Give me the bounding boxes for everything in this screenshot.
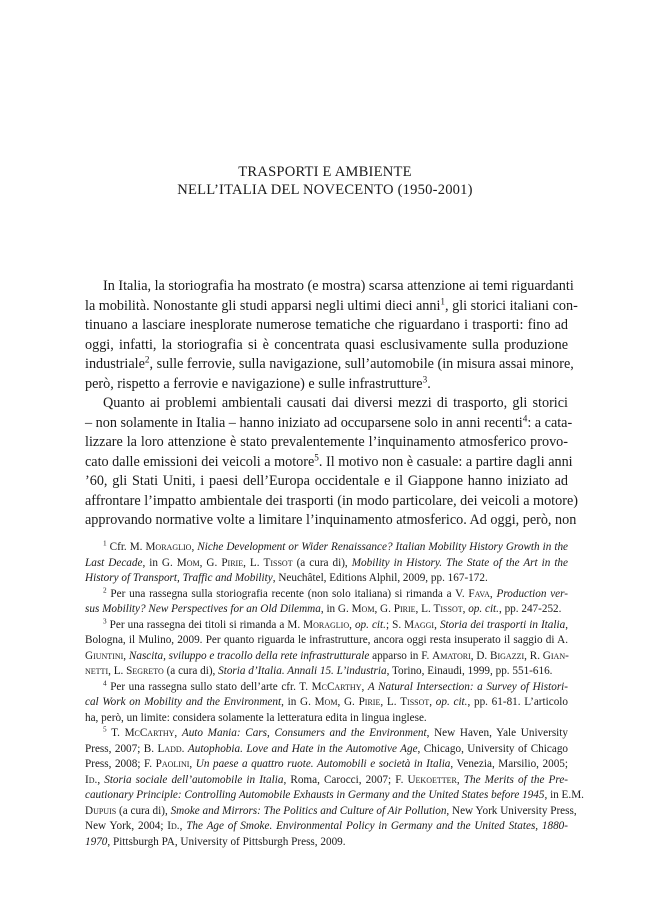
text-run: Id. <box>85 773 98 786</box>
text-run: . <box>181 742 188 755</box>
text-run: , L. <box>243 556 264 569</box>
text-line <box>85 412 573 434</box>
text-run: Niche Development or Wider Renaissance? Italian Mobility History Growth in the <box>197 541 569 553</box>
footnote-2 <box>85 587 568 618</box>
footnote-ref[interactable]: 3 <box>422 373 428 384</box>
text-run: , R. <box>524 649 543 662</box>
text-run: Press, 2007; B. <box>85 742 158 755</box>
text-run: Tissot <box>433 603 463 615</box>
text-run: – non solamente in Italia – hanno iniziato ad occuparsene solo in anni recenti <box>85 414 523 431</box>
text-run: 1970 <box>85 835 108 848</box>
footnote-line <box>85 711 568 727</box>
text-run: apparso in F. <box>369 649 433 662</box>
text-run: op. cit. <box>435 696 468 708</box>
text-run: , in G. <box>320 603 352 615</box>
text-run: , L. <box>380 696 401 708</box>
text-run: Amatori <box>432 649 471 662</box>
text-run: , <box>179 820 187 832</box>
text-line <box>85 354 574 375</box>
text-run: , Roma, Carocci, 2007; F. <box>283 773 408 786</box>
text-run: , <box>462 603 469 615</box>
text-run: Production ver- <box>496 587 568 600</box>
text-run: , Chicago, University of Chicago <box>417 742 569 755</box>
text-run: op. cit. <box>354 618 386 631</box>
text-run: , sulle ferrovie, sulla navigazione, sull’automobile (in misura assai minore, <box>149 356 574 372</box>
text-run: Mom <box>176 556 200 569</box>
text-run: T. <box>106 727 125 739</box>
text-run: Bologna, il Mulino, 2009. Per quanto riguarda le infrastrutture, ancora oggi resta insuperato il saggio di A. <box>85 634 568 646</box>
text-run: , pp. 247-252. <box>498 603 562 615</box>
text-run: McCarthy <box>124 727 175 739</box>
text-run: , <box>434 618 440 631</box>
text-line <box>85 472 568 492</box>
text-run: però, rispetto a ferrovie e navigazione) e sulle infrastrutture <box>85 375 423 392</box>
chapter-title <box>0 163 650 199</box>
chapter-title-line-1: TRASPORTI E AMBIENTE <box>238 164 412 180</box>
text-run: New York, 2004; <box>85 820 168 832</box>
text-line <box>85 277 574 297</box>
footnote-1 <box>85 540 568 587</box>
text-run: The Merits of the Pre- <box>463 773 569 786</box>
text-run: Nascita, sviluppo e tracollo della rete infrastrutturale <box>128 649 370 662</box>
text-run: Autophobia. Love and Hate in the Automotive Age <box>187 742 418 755</box>
footnote-line <box>85 804 577 820</box>
text-run: Pirie <box>358 696 381 708</box>
footnote-line <box>85 819 568 835</box>
text-run: ; S. <box>385 618 405 631</box>
text-run: (a cura di), <box>292 556 352 569</box>
text-run: Mobility in History. The State of the Art in the <box>351 556 568 569</box>
text-run: Id. <box>167 820 180 832</box>
text-run: cato dalle emissioni dei veicoli a motore <box>85 453 315 470</box>
text-line <box>85 295 578 317</box>
text-run: Mom <box>314 696 338 708</box>
body-text <box>85 277 578 531</box>
text-run: , pp. 61-81. L’articolo <box>467 696 568 708</box>
text-run: , L. <box>415 603 434 615</box>
text-run: , in G. <box>281 696 315 708</box>
footnote-line <box>85 633 568 649</box>
text-run: Storia sociale dell’automobile in Italia <box>104 773 284 786</box>
text-run: Per una rassegna sullo stato dell’arte cfr. T. <box>106 680 312 693</box>
footnote-line <box>85 618 568 634</box>
text-run: Gian- <box>542 649 569 662</box>
text-run: Last Decade <box>85 556 143 569</box>
text-run: cautionary Principle: Controlling Automobile Exhausts in Germany and the United States before 1945 <box>85 789 545 801</box>
footnote-number: 4 <box>103 679 107 688</box>
footnote-number: 3 <box>103 617 107 626</box>
text-run: , gli storici italiani con- <box>445 297 578 314</box>
text-line <box>85 433 568 453</box>
text-run: , Torino, Einaudi, 1999, pp. 551-616. <box>386 665 553 677</box>
text-run: Bigazzi <box>490 649 525 662</box>
text-run: , New York University Press, <box>446 804 577 817</box>
footnote-line <box>85 695 568 711</box>
text-run: Moraglio <box>303 618 350 631</box>
footnote-number: 2 <box>103 586 107 595</box>
footnote-line <box>85 726 568 742</box>
text-run: The Age of Smoke. Environmental Policy in Germany and the United States, 1880- <box>186 820 569 832</box>
footnote-line <box>85 540 568 556</box>
footnotes <box>85 539 584 850</box>
text-run: la mobilità. Nonostante gli studi apparsi negli ultimi dieci anni <box>85 297 441 314</box>
text-line <box>85 451 573 473</box>
text-run: , <box>429 696 436 708</box>
text-run: Giuntini <box>85 649 124 662</box>
text-run: Uekoetter <box>407 773 457 786</box>
text-run: netti <box>85 665 109 677</box>
text-run: tinuano a lasciare inesplorate numerose tematiche che riguardano i trasporti: fino ad <box>85 317 568 333</box>
text-run: , <box>174 727 182 739</box>
text-run: Fava <box>468 587 490 600</box>
footnote-ref[interactable]: 2 <box>144 354 150 365</box>
text-run: , L. <box>108 665 127 677</box>
text-run: , G. <box>199 556 222 569</box>
text-run: , D. <box>470 649 491 662</box>
chapter-title-line-2: NELL’ITALIA DEL NOVECENTO (1950-2001) <box>177 182 473 198</box>
footnote-line <box>85 742 568 758</box>
footnote-ref[interactable]: 5 <box>314 451 319 462</box>
text-run: Segreto <box>126 665 164 677</box>
footnote-line <box>85 664 568 680</box>
footnote-line <box>85 556 568 572</box>
text-run: Pirie <box>393 603 416 615</box>
text-run: (a cura di), <box>116 804 171 817</box>
text-run: Cfr. M. <box>106 541 146 553</box>
text-run: Storia dei trasporti in Italia <box>439 618 566 631</box>
text-run: (a cura di), <box>163 665 219 677</box>
text-line <box>85 394 568 414</box>
footnote-line <box>85 587 568 603</box>
text-run: ha, però, un limite: considera solamente la letteratura edita in lingua inglese. <box>85 711 427 724</box>
text-run: Maggi <box>404 618 435 631</box>
text-run: Quanto ai problemi ambientali causati dai diversi mezzi di trasporto, gli storici <box>103 395 568 411</box>
text-run: Paolini <box>155 758 190 770</box>
footnote-line <box>85 788 584 804</box>
text-run: . Il motivo non è casuale: a partire dagli anni <box>318 453 573 470</box>
text-run: Per una rassegna dei titoli si rimanda a M. <box>106 618 304 631</box>
text-run: lizzare la loro attenzione è stato prevalentemente l’inquinamento atmosferico provo- <box>85 434 568 450</box>
footnote-ref[interactable]: 4 <box>522 412 528 423</box>
text-run: Dupuis <box>85 804 117 817</box>
text-run: Pirie <box>221 556 244 569</box>
text-run: , G. <box>337 696 359 708</box>
footnote-number: 5 <box>103 725 107 734</box>
footnote-line <box>85 835 568 851</box>
text-run: Storia d’Italia. Annali 15. L’industria <box>218 665 387 677</box>
text-run: , <box>97 773 105 786</box>
text-run: , Venezia, Marsilio, 2005; <box>450 758 569 770</box>
text-run: sus Mobility? New Perspectives for an Old Dilemma <box>85 603 321 615</box>
text-run: cal Work on Mobility and the Environment <box>85 696 282 708</box>
text-run: . <box>427 375 431 392</box>
text-line <box>85 375 568 395</box>
footnote-number: 1 <box>103 539 107 548</box>
text-run: approvando normative volte a limitare l’inquinamento atmosferico. Ad oggi, però, non <box>85 512 577 528</box>
footnote-line <box>85 757 568 773</box>
footnote-ref[interactable]: 1 <box>440 295 446 306</box>
text-run: Press, 2008; F. <box>85 758 156 770</box>
footnote-5 <box>85 725 584 850</box>
text-run: , <box>489 587 497 600</box>
text-run: , New Haven, Yale University <box>426 727 568 739</box>
text-run: Tissot <box>400 696 430 708</box>
text-run: , in E.M. <box>544 789 584 801</box>
text-run: , G. <box>374 603 394 615</box>
text-run: , Pittsburgh PA, University of Pittsburgh Press, 2009. <box>107 835 346 848</box>
text-run: : a cata- <box>527 414 573 431</box>
text-run: , <box>361 680 368 693</box>
text-run: Un paese a quattro ruote. Automobili e società in Italia <box>195 758 451 770</box>
footnote-line <box>85 649 568 665</box>
text-run: Per una rassegna sulla storiografia recente (non solo italiana) si rimanda a V. <box>106 587 469 600</box>
footnote-line <box>85 680 568 696</box>
text-run: McCarthy <box>311 680 362 693</box>
text-line <box>85 511 577 531</box>
text-line <box>85 492 578 512</box>
text-run: , <box>456 773 464 786</box>
text-run: ’60, gli Stati Uniti, i paesi dell’Europa occidentale e il Giappone hanno iniziato ad <box>85 473 568 489</box>
text-run: , <box>565 618 568 631</box>
text-run: Moraglio <box>145 541 192 553</box>
text-run: Tissot <box>263 556 293 569</box>
text-run: oggi, infatti, la storiografia si è concentrata quasi esclusivamente sulla produzione <box>85 336 568 353</box>
text-run: , in G. <box>142 556 177 569</box>
text-run: , <box>123 649 129 662</box>
text-run: op. cit. <box>468 603 499 615</box>
text-line <box>85 336 568 356</box>
text-run: In Italia, la storiografia ha mostrato (e mostra) scarsa attenzione ai temi riguardanti <box>103 278 574 294</box>
footnote-3 <box>85 618 568 680</box>
paragraph-2 <box>85 394 578 531</box>
text-run: Smoke and Mirrors: The Politics and Culture of Air Pollution <box>170 804 447 817</box>
text-run: , <box>191 541 198 553</box>
text-run: , <box>349 618 355 631</box>
text-run: affrontare l’impatto ambientale dei trasporti (in modo particolare, dei veicoli a motore) <box>85 492 578 509</box>
footnote-4 <box>85 680 568 727</box>
footnote-line <box>85 773 568 789</box>
text-run: A Natural Intersection: a Survey of Histori- <box>367 680 569 693</box>
text-run: Auto Mania: Cars, Consumers and the Environment <box>181 727 427 739</box>
footnote-line <box>85 602 568 618</box>
text-run: industriale <box>85 356 145 372</box>
text-run: , <box>189 758 196 770</box>
text-run: , Neuchâtel, Editions Alphil, 2009, pp. 167-172. <box>272 572 488 584</box>
text-run: Ladd <box>157 742 182 755</box>
footnote-line <box>85 571 568 587</box>
text-run: History of Transport, Traffic and Mobility <box>85 572 273 584</box>
paragraph-1 <box>85 277 578 394</box>
text-run: Mom <box>351 603 375 615</box>
text-line <box>85 316 568 336</box>
